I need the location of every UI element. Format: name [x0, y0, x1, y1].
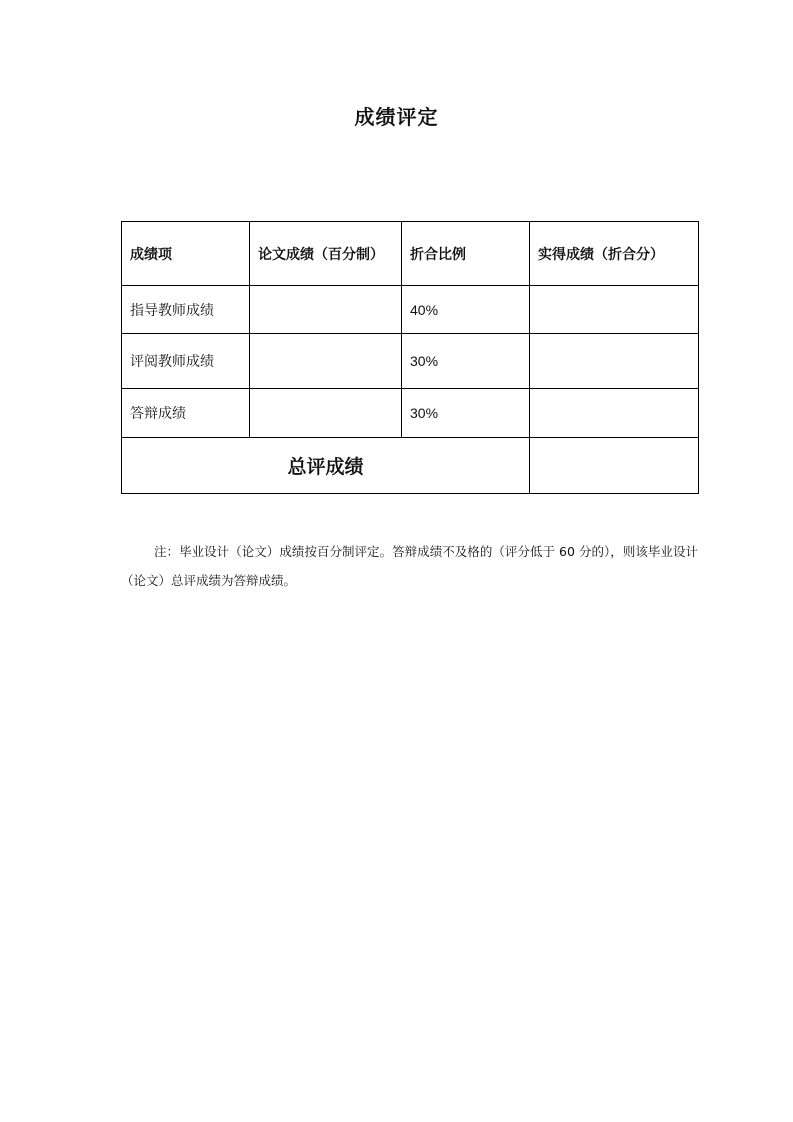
ratio-cell: 30%: [402, 389, 530, 438]
total-row: [122, 438, 699, 494]
header-ratio: 折合比例: [402, 222, 530, 286]
table-row: [122, 286, 699, 334]
table-row: [122, 389, 699, 438]
weighted-score-cell[interactable]: [530, 334, 699, 389]
header-paper-score: 论文成绩（百分制）: [250, 222, 402, 286]
table-header-row: [122, 222, 699, 286]
weighted-score-cell[interactable]: [530, 286, 699, 334]
grade-table: [121, 221, 699, 494]
total-label: 总评成绩: [122, 438, 530, 494]
row-item-label: 答辩成绩: [122, 389, 250, 438]
ratio-cell: 40%: [402, 286, 530, 334]
ratio-cell: 30%: [402, 334, 530, 389]
table-row: [122, 334, 699, 389]
paper-score-cell[interactable]: [250, 286, 402, 334]
header-item: 成绩项: [122, 222, 250, 286]
page-title: 成绩评定: [354, 105, 439, 129]
paper-score-cell[interactable]: [250, 389, 402, 438]
paper-score-cell[interactable]: [250, 334, 402, 389]
footnote: 注：毕业设计（论文）成绩按百分制评定。答辩成绩不及格的（评分低于 60 分的），则该毕业设计（论文）总评成绩为答辩成绩。: [121, 544, 698, 588]
weighted-score-cell[interactable]: [530, 389, 699, 438]
row-item-label: 指导教师成绩: [122, 286, 250, 334]
header-weighted-score: 实得成绩（折合分）: [530, 222, 699, 286]
total-score-cell[interactable]: [530, 438, 699, 494]
row-item-label: 评阅教师成绩: [122, 334, 250, 389]
